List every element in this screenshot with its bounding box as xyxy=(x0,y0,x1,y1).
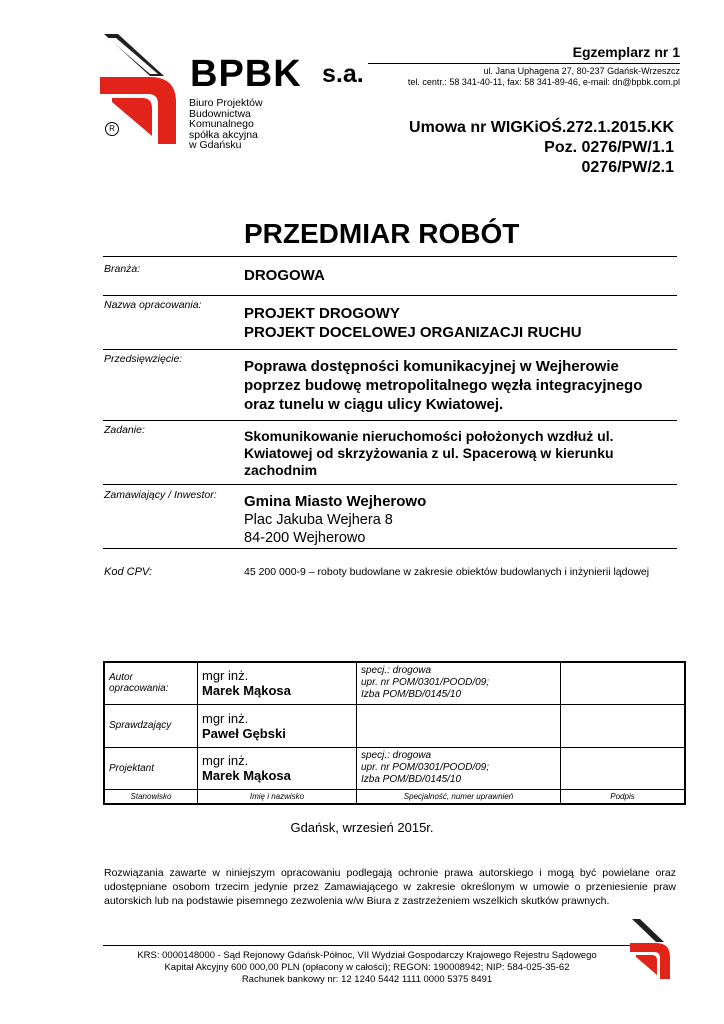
cpv-label: Kod CPV: xyxy=(104,566,153,578)
spec-line: specj.: drogowa xyxy=(361,665,432,677)
divider xyxy=(103,484,677,485)
contact-line: tel. centr.: 58 341-40-11, fax: 58 341-89-46, e-mail: dn@bpbk.com.pl xyxy=(407,77,680,87)
role-cell: Autor opracowania: xyxy=(104,662,198,704)
investor-name: Gmina Miasto Wejherowo xyxy=(244,493,427,510)
name-cell xyxy=(198,747,357,789)
position-number: Poz. 0276/PW/1.1 xyxy=(544,139,674,156)
brand-suffix: s.a. xyxy=(322,60,364,88)
footer-cell-position: Stanowisko xyxy=(104,789,198,804)
spec-line: specj.: drogowa xyxy=(361,750,432,761)
branza-value: DROGOWA xyxy=(244,267,325,284)
spec-line: upr. nr POM/0301/POOD/09; xyxy=(361,677,490,689)
spec-line: upr. nr POM/0301/POOD/09; xyxy=(361,762,490,773)
signature-cell xyxy=(561,747,686,789)
document-title: PRZEDMIAR ROBÓT xyxy=(244,218,520,249)
investor-street: Plac Jakuba Wejhera 8 xyxy=(244,512,393,528)
brand-subtitle: Biuro Projektów Budownictwa Komunalnego spółka akcyjna w Gdańsku xyxy=(189,97,263,151)
spec-line: Izba POM/BD/0145/10 xyxy=(361,774,462,785)
divider xyxy=(103,295,677,296)
footer-cell-signature: Podpis xyxy=(561,789,686,804)
table-row xyxy=(104,704,685,747)
person-name: Marek Mąkosa xyxy=(202,768,291,783)
role-cell: Projektant xyxy=(104,747,198,789)
company-registration-footer xyxy=(103,950,631,986)
przedsiewziecie-label: Przedsięwzięcie: xyxy=(104,353,183,365)
company-address xyxy=(408,66,680,88)
signature-cell xyxy=(561,662,686,704)
krs-line: KRS: 0000148000 - Sąd Rejonowy Gdańsk-Północ, VII Wydział Gospodarczy Krajowego Rejestru Sądowego xyxy=(137,950,597,961)
footer-cell-name: Imię i nazwisko xyxy=(198,789,357,804)
zadanie-value: Skomunikowanie nieruchomości położonych wzdłuż ul. Kwiatowej od skrzyżowania z ul. Spacerową w kierunku zachodnim xyxy=(244,428,614,478)
address-line: ul. Jana Uphagena 27, 80-237 Gdańsk-Wrzeszcz xyxy=(483,66,680,76)
copy-number: Egzemplarz nr 1 xyxy=(572,44,680,60)
przedsiewziecie-value: Poprawa dostępności komunikacyjnej w Wejherowie poprzez budowę metropolitalnego węzła integracyjnego oraz tunelu w ciągu ulicy Kwiatowej. xyxy=(244,358,643,413)
zadanie-label: Zadanie: xyxy=(104,424,145,436)
signature-cell xyxy=(561,704,686,747)
degree: mgr inż. xyxy=(202,710,249,726)
degree: mgr inż. xyxy=(202,753,249,768)
divider xyxy=(103,256,677,257)
spec-line: Izba POM/BD/0145/10 xyxy=(361,689,462,701)
registered-mark: R xyxy=(105,122,119,136)
bank-line: Rachunek bankowy nr: 12 1240 5442 1111 0000 5375 8491 xyxy=(241,974,493,985)
spec-cell xyxy=(357,747,561,789)
divider xyxy=(103,349,677,350)
table-row xyxy=(104,747,685,789)
position-number-2: 0276/PW/2.1 xyxy=(581,159,674,176)
header-divider xyxy=(368,63,680,64)
branza-label: Branża: xyxy=(104,263,141,275)
name-cell xyxy=(198,704,357,747)
spec-cell xyxy=(357,662,561,704)
capital-line: Kapitał Akcyjny 600 000,00 PLN (opłacony w całości); REGON: 190008942; NIP: 584-025-35-62 xyxy=(164,962,570,973)
degree: mgr inż. xyxy=(202,668,249,684)
footer-divider xyxy=(103,945,631,946)
divider xyxy=(103,548,677,549)
authors-table xyxy=(103,661,686,805)
person-name: Marek Mąkosa xyxy=(202,683,291,699)
place-date: Gdańsk, wrzesień 2015r. xyxy=(290,820,434,835)
contract-info xyxy=(409,118,674,178)
cpv-value: 45 200 000-9 – roboty budowlane w zakresie obiektów budowlanych i inżynierii lądowej xyxy=(244,566,650,578)
brand-name: BPBK xyxy=(190,53,302,95)
nazwa-value-1: PROJEKT DROGOWY xyxy=(244,305,400,322)
footer-cell-spec: Specjalność, numer uprawnień xyxy=(357,789,561,804)
zamawiajacy-label: Zamawiający / Inwestor: xyxy=(104,489,217,501)
investor-city: 84-200 Wejherowo xyxy=(244,530,366,546)
person-name: Paweł Gębski xyxy=(202,725,286,741)
bpbk-small-logo-icon xyxy=(628,918,676,980)
name-cell xyxy=(198,662,357,704)
divider xyxy=(103,420,677,421)
copyright-notice: Rozwiązania zawarte w niniejszym opracowaniu podlegają ochronie prawa autorskiego i mogą być powielane oraz udostępniane osobom trzecim jedynie przez Zamawiającego w zakresie określonym w umowie o przeniesienie praw autorskich lub na podstawie pisemnego zezwolenia w/w Biura z zastrzeżeniem wszelkich skutków prawnych. xyxy=(104,867,676,907)
nazwa-label: Nazwa opracowania: xyxy=(104,299,202,311)
table-footer-row xyxy=(104,789,685,804)
contract-number: Umowa nr WIGKiOŚ.272.1.2015.KK xyxy=(409,119,674,136)
spec-cell xyxy=(357,704,561,747)
table-row xyxy=(104,662,685,704)
zamawiajacy-block xyxy=(244,492,426,547)
nazwa-value-2: PROJEKT DOCELOWEJ ORGANIZACJI RUCHU xyxy=(244,324,582,341)
role-cell: Sprawdzający xyxy=(104,704,198,747)
